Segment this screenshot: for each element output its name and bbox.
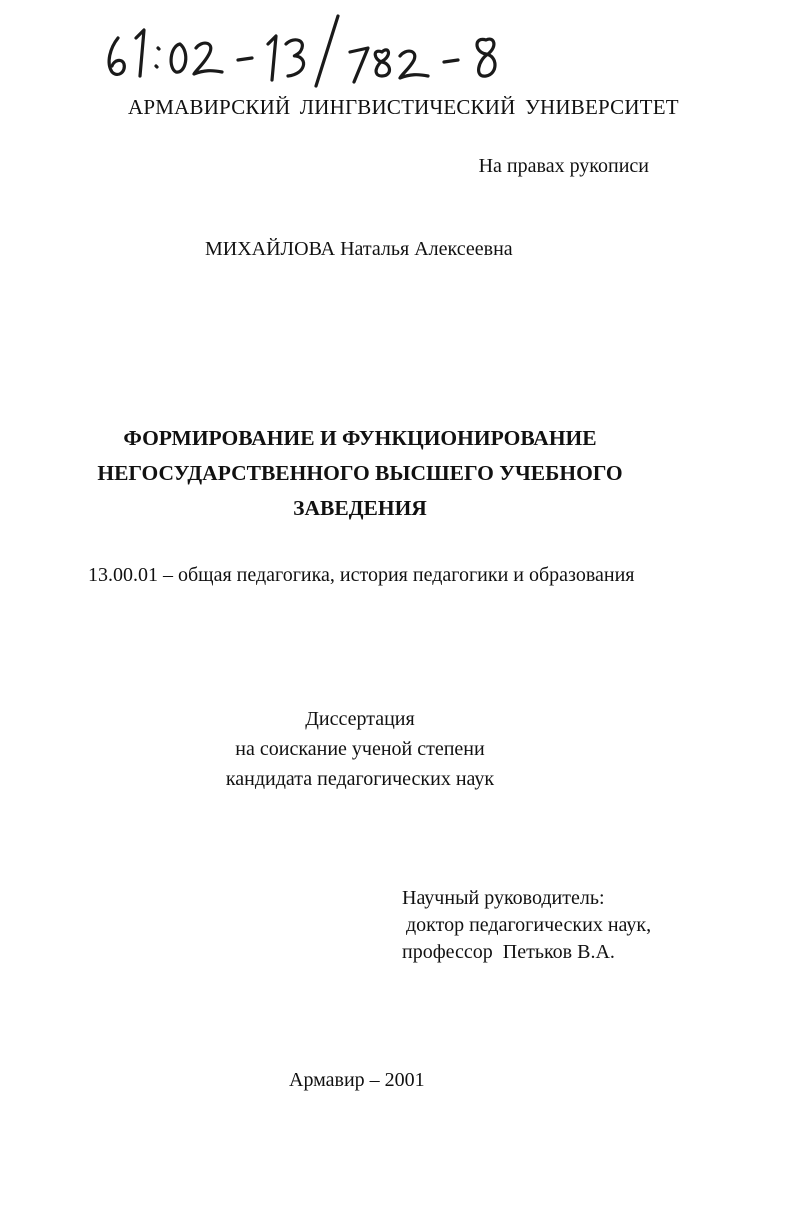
supervisor-info: [402, 885, 651, 966]
degree-line-1: Диссертация: [305, 708, 415, 730]
degree-line-3: кандидата педагогических наук: [225, 768, 495, 790]
supervisor-degree: доктор педагогических наук,: [406, 914, 652, 936]
degree-statement: [210, 704, 510, 794]
university-name: АРМАВИРСКИЙ ЛИНГВИСТИЧЕСКИЙ УНИВЕРСИТЕТ: [128, 95, 679, 119]
supervisor-name: профессор Петьков В.А.: [402, 941, 615, 963]
dissertation-title: [60, 421, 660, 526]
title-line-2: НЕГОСУДАРСТВЕННОГО ВЫСШЕГО УЧЕБНОГО: [97, 461, 623, 485]
city-year: Армавир – 2001: [289, 1069, 425, 1091]
manuscript-rights-note: На правах рукописи: [478, 155, 649, 177]
handwritten-archive-code: [100, 8, 520, 88]
supervisor-heading: Научный руководитель:: [402, 887, 605, 909]
author-name: МИХАЙЛОВА Наталья Алексеевна: [205, 238, 513, 260]
specialty-code: 13.00.01 – общая педагогика, история педагогики и образования: [88, 564, 635, 586]
title-line-1: ФОРМИРОВАНИЕ И ФУНКЦИОНИРОВАНИЕ: [123, 426, 597, 450]
handwriting-drawing: [100, 8, 520, 88]
title-line-3: ЗАВЕДЕНИЯ: [293, 496, 427, 520]
degree-line-2: на соискание ученой степени: [235, 738, 485, 760]
